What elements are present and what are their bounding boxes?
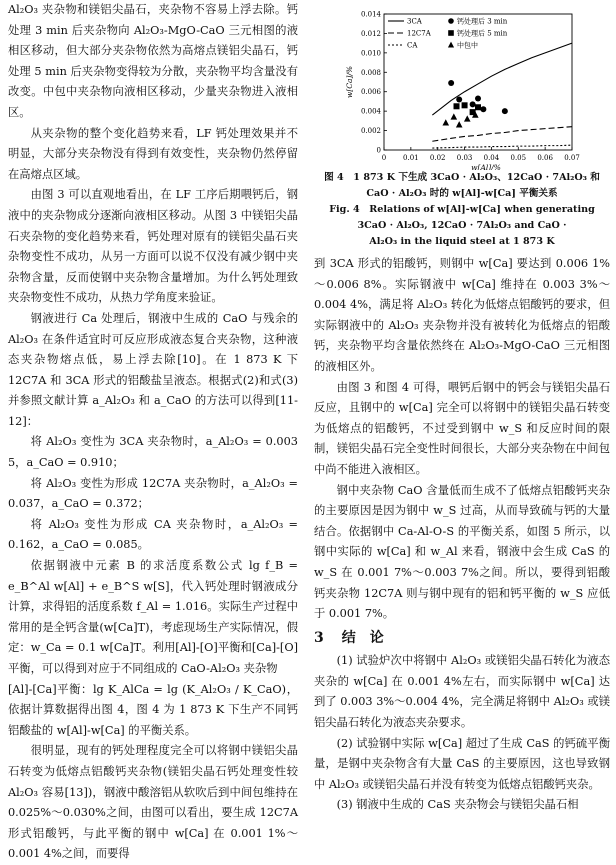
section-heading xyxy=(314,628,610,649)
x-tick-label: 0.03 xyxy=(456,154,473,162)
x-tick-label: 0.06 xyxy=(537,154,553,162)
x-axis-label: w[Al]/% xyxy=(471,163,501,170)
legend-swatch-square xyxy=(448,30,454,36)
y-tick-label: 0 xyxy=(376,146,381,155)
data-point-triangle xyxy=(451,113,458,119)
x-tick-label: 0.01 xyxy=(403,154,419,162)
x-tick-label: 0.02 xyxy=(429,154,446,162)
data-point-circle xyxy=(470,101,476,107)
data-point-triangle xyxy=(456,121,463,127)
figure-4-chart xyxy=(314,0,610,170)
conclusion-item: (2) 试验钢中实际 w[Ca] 超过了生成 CaS 的钙硫平衡量，是钢中夹杂物含有大量 CaS 的主要原因，这也导致钢中 Al₂O₃ 或镁铝尖晶石并没有转变为低熔点铝酸钙夹杂。 xyxy=(314,736,610,791)
data-point-circle xyxy=(475,96,481,102)
data-point-circle xyxy=(480,106,486,112)
caption-zh-line2: CaO · Al₂O₃ 时的 w[Al]-w[Ca] 平衡关系 xyxy=(366,188,558,199)
data-point-triangle xyxy=(442,119,449,125)
paragraph: 钢中夹杂物 CaO 含量低而生成不了低熔点铝酸钙夹杂的主要原因是因为钢中 w_S 过高，从而导致硫与钙的大量结合。依据钢中 Ca-Al-O-S 的平衡关系，如图 5 所示，以钢中实际的 w[Ca] 和 w_Al 来看，钢液中会生成 CaS 的 w_S 在 0.001 7%～0.003 7%之间。所以，要得到铝酸钙夹杂物 12C7A 则与钢中现有的铝和钙平衡的 w_S 应低于 0.001 7%。 xyxy=(314,483,610,621)
paragraph: 依据钢液中元素 B 的求活度系数公式 lg f_B = e_B^Al w[Al] + e_B^S w[S]，代入钙处理时钢液成分计算，求得铝的活度系数 f_Al = 1.016。实际生产过程中常用的是全钙含量(w[Ca]T)，考虑现场生产实际情况，假定：w_Ca = 0.1 w[Ca]T。利用[Al]-[O]平衡和[Ca]-[O]平衡，可以得到对应于不同组成的 CaO-Al₂O₃ 夹杂物 xyxy=(8,559,298,675)
paragraph: Al₂O₃ 夹杂物和镁铝尖晶石，夹杂物不容易上浮去除。钙处理 3 min 后夹杂物向 Al₂O₃-MgO-CaO 三元相图的液相区移动，但大部分夹杂物依然为高熔点镁铝尖晶石，钙处理 5 min 后夹杂物变得较为分散，夹杂物平均含量没有改变。中包中夹杂物向液相区移动，少量夹杂物进入液相区。 xyxy=(8,3,298,119)
line-dotted xyxy=(432,145,572,148)
legend-label: 12C7A xyxy=(407,29,431,38)
legend-label: 3CA xyxy=(407,17,422,26)
section-title: 结 论 xyxy=(341,629,384,646)
y-axis-label: w[Ca]/% xyxy=(345,65,354,99)
paragraph: 从夹杂物的整个变化趋势来看，LF 钙处理效果并不明显，大部分夹杂物没有得到有效变性，夹杂物仍然停留在高熔点区域。 xyxy=(8,126,298,181)
section-number: 3 xyxy=(314,629,324,646)
legend-swatch-triangle xyxy=(448,42,454,48)
y-tick-label: 0.014 xyxy=(360,10,381,19)
left-column xyxy=(8,0,298,865)
data-point-triangle xyxy=(464,115,471,121)
paragraph: [Al]-[Ca]平衡：lg K_AlCa = lg (K_Al₂O₃ / K_CaO)，依据计算数据得出图 4，图 4 为 1 873 K 下生产不同钙铝酸盐的 w[Al]-w[Ca] 的平衡关系。 xyxy=(8,682,298,737)
data-point-circle xyxy=(502,108,508,114)
legend-swatch-circle xyxy=(448,18,454,24)
conclusion-item: (1) 试验炉次中将钢中 Al₂O₃ 或镁铝尖晶石转化为液态夹杂的 w[Ca] 在 0.001 4%左右，而实际钢中 w[Ca] 达到了 0.003 3%～0.004 4%，完全满足将钢中 Al₂O₃ 或镁铝尖晶石转化为液态夹杂要求。 xyxy=(314,654,610,730)
y-tick-label: 0.006 xyxy=(360,88,381,97)
paragraph: 由图 3 可以直观地看出，在 LF 工序后期喂钙后，钢液中的夹杂物成分逐渐向液相区移动。从图 3 中镁铝尖晶石夹杂物的变化趋势来看，钙处理对原有的镁铝尖晶石夹杂物变性不成功，从另一方面可以说不仅没有减少钢中夹杂物含量，反而使钢中夹杂物含量增加。为什么钙处理致夹杂物变性不成功，从热力学角度来验证。 xyxy=(8,188,298,305)
legend-label: 钙处理后 3 min xyxy=(457,17,508,26)
line-solid xyxy=(432,43,572,115)
paragraph: 将 Al₂O₃ 变性为形成 12C7A 夹杂物时，a_Al₂O₃ = 0.037，a_CaO = 0.372； xyxy=(8,476,298,511)
y-tick-label: 0.010 xyxy=(360,49,381,58)
caption-en-line3: Al₂O₃ in the liquid steel at 1 873 K xyxy=(369,236,555,247)
x-tick-label: 0.04 xyxy=(483,154,500,162)
y-tick-label: 0.002 xyxy=(360,127,381,136)
caption-en-line2: 3CaO · Al₂O₃, 12CaO · 7Al₂O₃ and CaO · xyxy=(357,220,567,231)
paragraph: 将 Al₂O₃ 变性为 3CA 夹杂物时，a_Al₂O₃ = 0.003 5，a_CaO = 0.910； xyxy=(8,435,298,470)
data-point-circle xyxy=(456,96,462,102)
figure-caption xyxy=(314,170,610,250)
chart-svg xyxy=(314,0,610,170)
data-point-circle xyxy=(448,80,454,86)
paragraph: 钢液进行 Ca 处理后，钢液中生成的 CaO 与残余的 Al₂O₃ 在条件适宜时可反应形成液态复合夹杂物，这种液态夹杂物熔点低，易上浮去除[10]。在 1 873 K 下 12C7A 和 3CA 形式的铝酸盐呈液态。根据式(2)和式(3)并参照文献计算 a_Al₂O₃ 和 a_CaO 的方法可以得到[11-12]： xyxy=(8,311,298,428)
paragraph: 由图 3 和图 4 可得，喂钙后钢中的钙会与镁铝尖晶石反应，且钢中的 w[Ca] 完全可以将钢中的镁铝尖晶石转变为低熔点的铝酸钙，不过受到钢中 w_S 和反应时间的限制，镁铝尖晶石完全变性时间很长，大部分夹杂物在中间包中尚不能进入液相区。 xyxy=(314,380,610,476)
legend-label: 钙处理后 5 min xyxy=(457,29,508,38)
x-tick-label: 0.05 xyxy=(510,154,527,162)
right-column xyxy=(314,0,610,816)
paragraph: 将 Al₂O₃ 变性为形成 CA 夹杂物时，a_Al₂O₃ = 0.162，a_CaO = 0.085。 xyxy=(8,517,298,552)
caption-en-line1: Fig. 4 Relations of w[Al]-w[Ca] when generating xyxy=(329,204,595,215)
y-tick-label: 0.008 xyxy=(360,68,381,77)
y-tick-label: 0.004 xyxy=(360,107,381,116)
data-point-square xyxy=(454,103,460,109)
caption-zh-line1: 图 4 1 873 K 下生成 3CaO · Al₂O₃、12CaO · 7Al₂O₃ 和 xyxy=(324,172,600,183)
data-point-square xyxy=(462,102,468,108)
paragraph: 到 3CA 形式的铝酸钙，则钢中 w[Ca] 要达到 0.006 1%～0.006 8%。实际钢液中 w[Ca] 维持在 0.003 3%～0.004 4%，满足将 Al₂O₃ 转化为低熔点铝酸钙的要求，但实际钢液中的 Al₂O₃ 夹杂物并没有被转化为低熔点的铝酸钙，夹杂物平均含量依然终在 Al₂O₃-MgO-CaO 三元相图的液相区外。 xyxy=(314,257,610,373)
data-point-square xyxy=(475,104,481,110)
legend-label: CA xyxy=(407,41,418,50)
x-tick-label: 0.07 xyxy=(564,154,580,162)
conclusion-item: (3) 钢液中生成的 CaS 夹杂物会与镁铝尖晶石相 xyxy=(336,798,579,812)
line-dashed xyxy=(432,127,572,142)
legend-label: 中包中 xyxy=(457,41,478,50)
y-tick-label: 0.012 xyxy=(360,29,381,38)
x-tick-label: 0 xyxy=(381,154,387,162)
paragraph: 很明显，现有的钙处理程度完全可以将钢中镁铝尖晶石转变为低熔点铝酸钙夹杂物(镁铝尖晶石钙处理变性较 Al₂O₃ 容易[13])，钢液中酸溶铝从软吹后到中间包维持在 0.025%～0.030%之间，由图可以看出，要生成 12C7A 形式铝酸钙，与此平衡的钢中 w[Ca] 在 0.001 1%～0.001 4%之间，而要得 xyxy=(8,744,298,861)
